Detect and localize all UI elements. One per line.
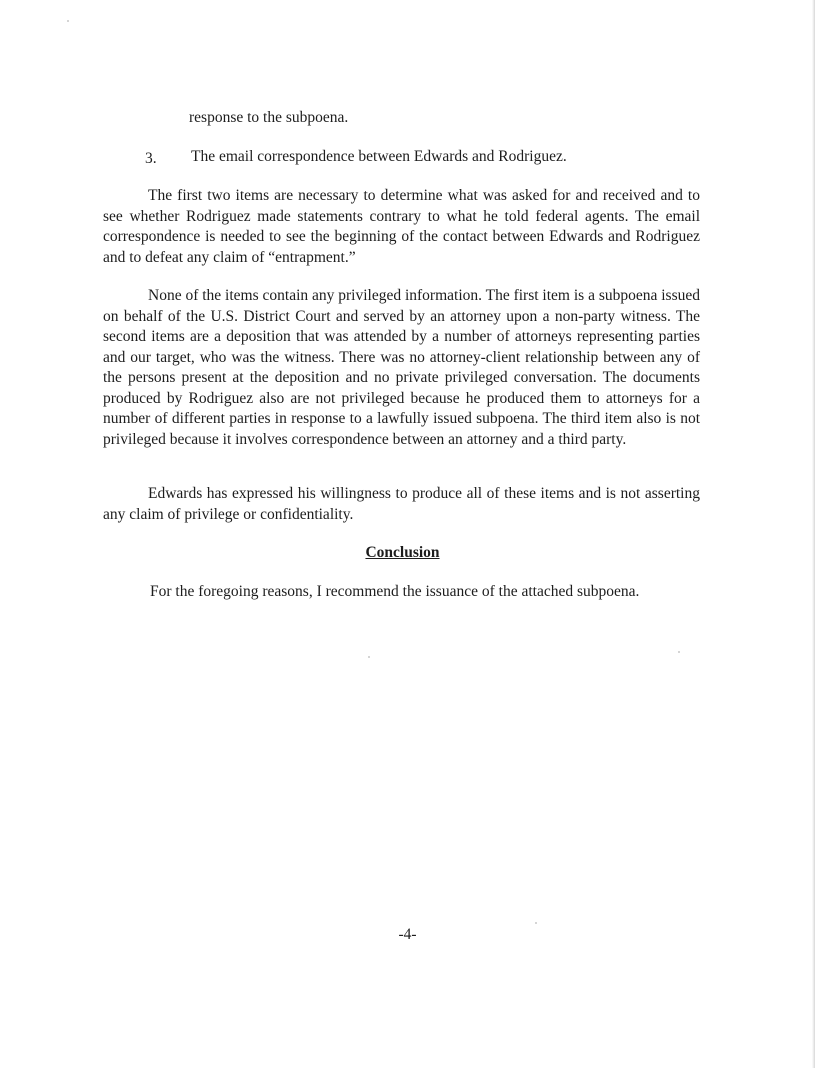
conclusion-heading: Conclusion [365,544,440,561]
scan-speck [368,656,370,658]
continuation-line: response to the subpoena. [189,109,349,126]
scan-speck [535,922,537,924]
item-3-text: The email correspondence between Edwards and Rodriguez. [191,148,567,165]
item-3-number: 3. [145,150,157,167]
scan-speck [67,20,69,22]
paragraph-willingness: Edwards has expressed his willingness to produce all of these items and is not asserting any claim of privilege or confidentiality. [103,485,700,523]
paragraph-privilege: None of the items contain any privileged information. The first item is a subpoena issued on behalf of the U.S. District Court and served by an attorney upon a non-party witness. The second items are a deposition that was attended by a number of attorneys representing parties and our target, who was the witness. There was no attorney-client relationship between any of the persons present at the deposition and no private privileged conversation. The documents produced by Rodriguez also are not privileged because he produced them to attorneys for a number of different parties in response to a lawfully issued subpoena. The third item also is not privileged because it involves correspondence between an attorney and a third party. [103,287,700,448]
page-number: -4- [398,926,417,943]
conclusion-text: For the foregoing reasons, I recommend the issuance of the attached subpoena. [150,583,640,600]
paragraph-necessity: The first two items are necessary to determine what was asked for and received and to see whether Rodriguez made statements contrary to what he told federal agents. The email correspondence is needed to see the beginning of the contact between Edwards and Rodriguez and to defeat any claim of “entrapment.” [103,187,700,266]
scan-speck [678,651,680,653]
